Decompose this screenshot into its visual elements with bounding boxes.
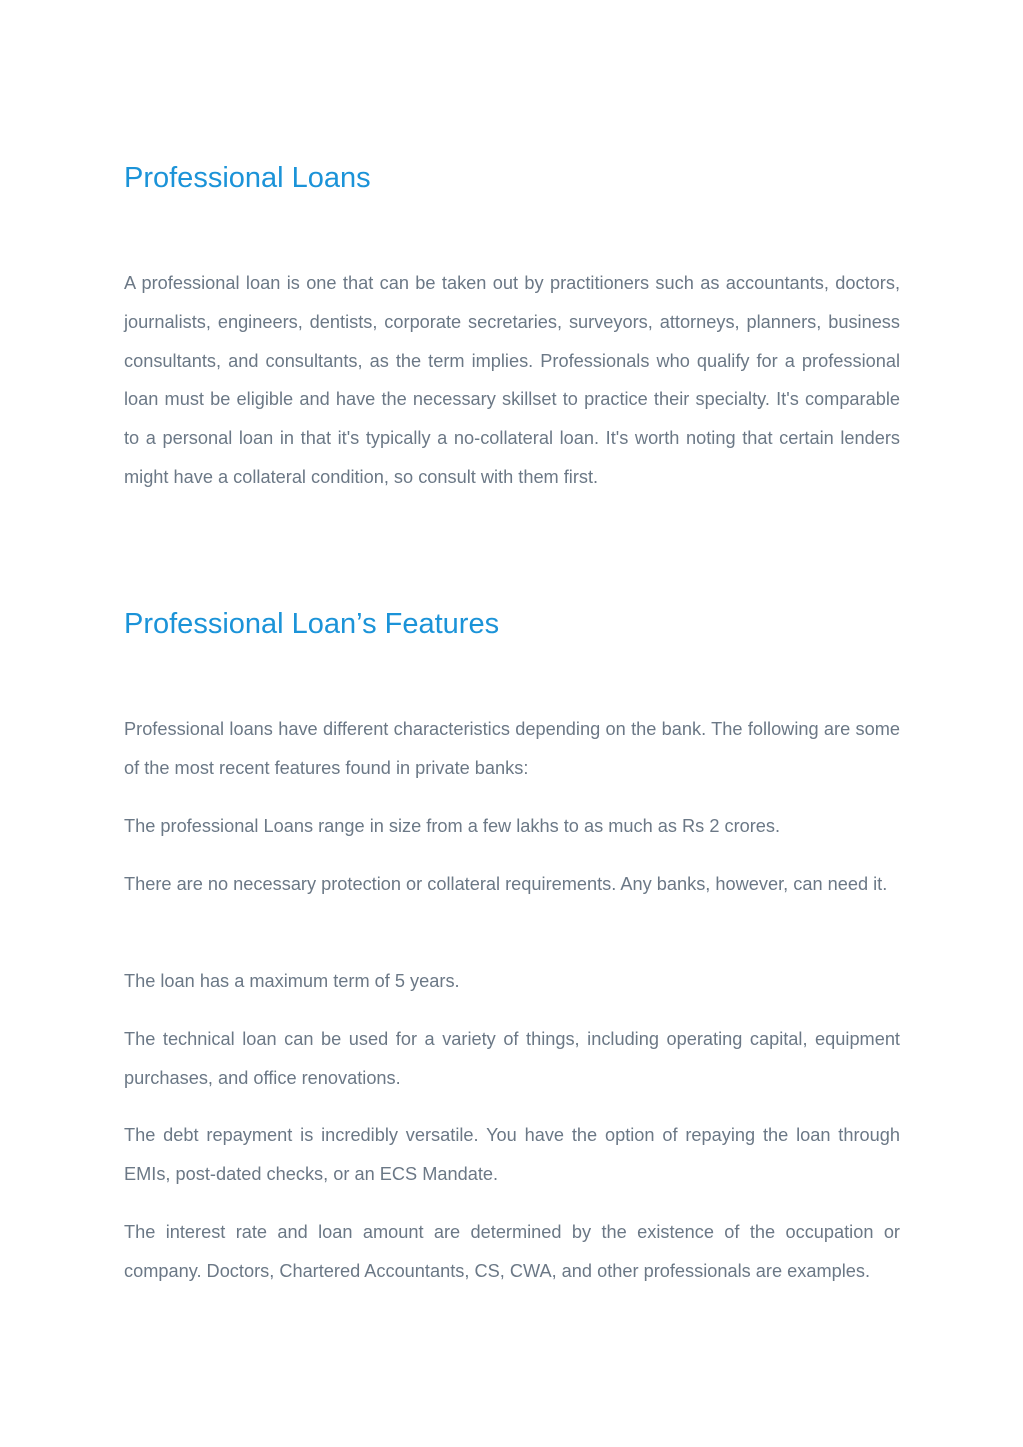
feature-usage: The technical loan can be used for a variety of things, including operating capital, equipment purchases, and office renovations.: [124, 1029, 900, 1088]
feature-collateral: There are no necessary protection or collateral requirements. Any banks, however, can need it.: [124, 874, 888, 894]
feature-term: The loan has a maximum term of 5 years.: [124, 971, 460, 991]
section-heading-professional-loans: Professional Loans: [124, 162, 371, 194]
features-intro-paragraph: Professional loans have different characteristics depending on the bank. The following are some of the most recent features found in private banks:: [124, 719, 900, 778]
feature-interest-rate: The interest rate and loan amount are determined by the existence of the occupation or company. Doctors, Chartered Accountants, CS, CWA, and other professionals are examples.: [124, 1222, 900, 1281]
section-heading-features: Professional Loan’s Features: [124, 608, 500, 640]
feature-loan-range: The professional Loans range in size from a few lakhs to as much as Rs 2 crores.: [124, 816, 781, 836]
feature-repayment: The debt repayment is incredibly versatile. You have the option of repaying the loan through EMIs, post-dated checks, or an ECS Mandate.: [124, 1125, 900, 1184]
intro-paragraph: A professional loan is one that can be taken out by practitioners such as accountants, doctors, journalists, engineers, dentists, corporate secretaries, surveyors, attorneys, planners, business consultants, and consultants, as the term implies. Professionals who qualify for a professional loan must be eligible and have the necessary skillset to practice their specialty. It's comparable to a personal loan in that it's typically a no-collateral loan. It's worth noting that certain lenders might have a collateral condition, so consult with them first.: [124, 273, 900, 487]
